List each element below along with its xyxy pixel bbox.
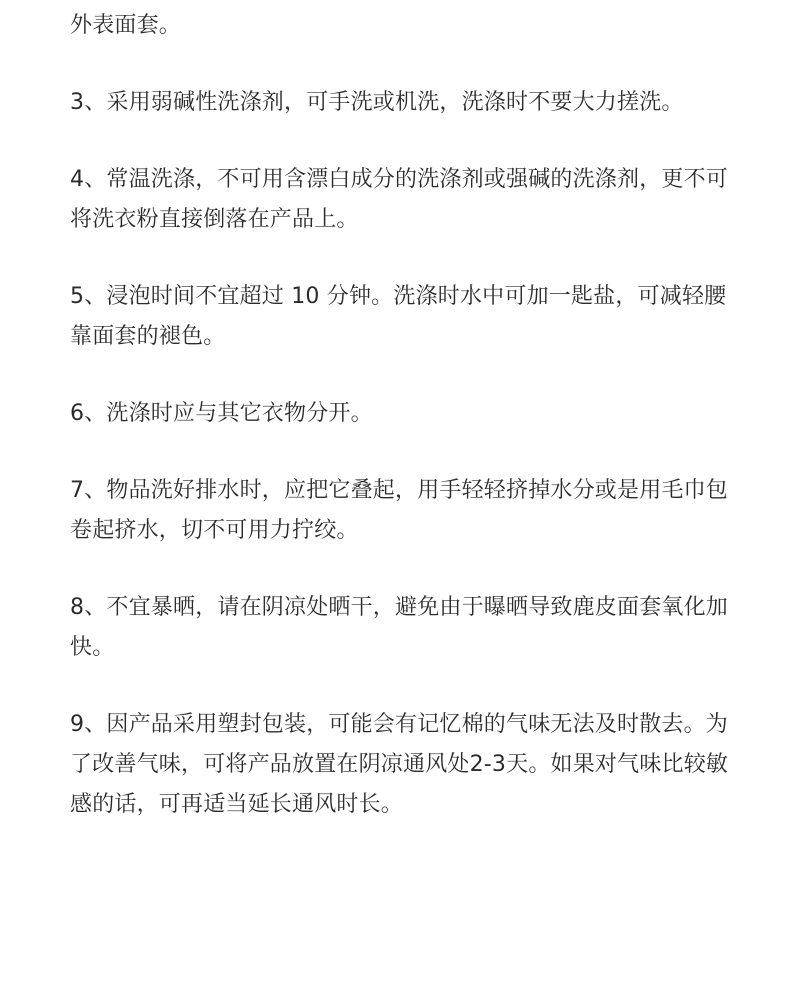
care-instructions [70, 6, 734, 825]
instruction-item-8: 8、不宜暴晒，请在阴凉处晒干，避免由于曝晒导致鹿皮面套氧化加快。 [70, 595, 728, 660]
instruction-item-5: 5、浸泡时间不宜超过 10 分钟。洗涤时水中可加一匙盐，可减轻腰靠面套的褪色。 [70, 284, 727, 349]
instruction-item-7: 7、物品洗好排水时，应把它叠起，用手轻轻挤掉水分或是用毛巾包卷起挤水，切不可用力拧绞。 [70, 478, 728, 543]
paragraph-continuation: 外表面套。 [70, 13, 182, 38]
instruction-item-3: 3、采用弱碱性洗涤剂，可手洗或机洗，洗涤时不要大力搓洗。 [70, 90, 684, 115]
instruction-item-9: 9、因产品采用塑封包装，可能会有记忆棉的气味无法及时散去。为了改善气味，可将产品放置在阴凉通风处2-3天。如果对气味比较敏感的话，可再适当延长通风时长。 [70, 712, 729, 817]
instruction-item-4: 4、常温洗涤，不可用含漂白成分的洗涤剂或强碱的洗涤剂，更不可将洗衣粉直接倒落在产品上。 [70, 167, 728, 232]
instruction-item-6: 6、洗涤时应与其它衣物分开。 [70, 401, 373, 426]
